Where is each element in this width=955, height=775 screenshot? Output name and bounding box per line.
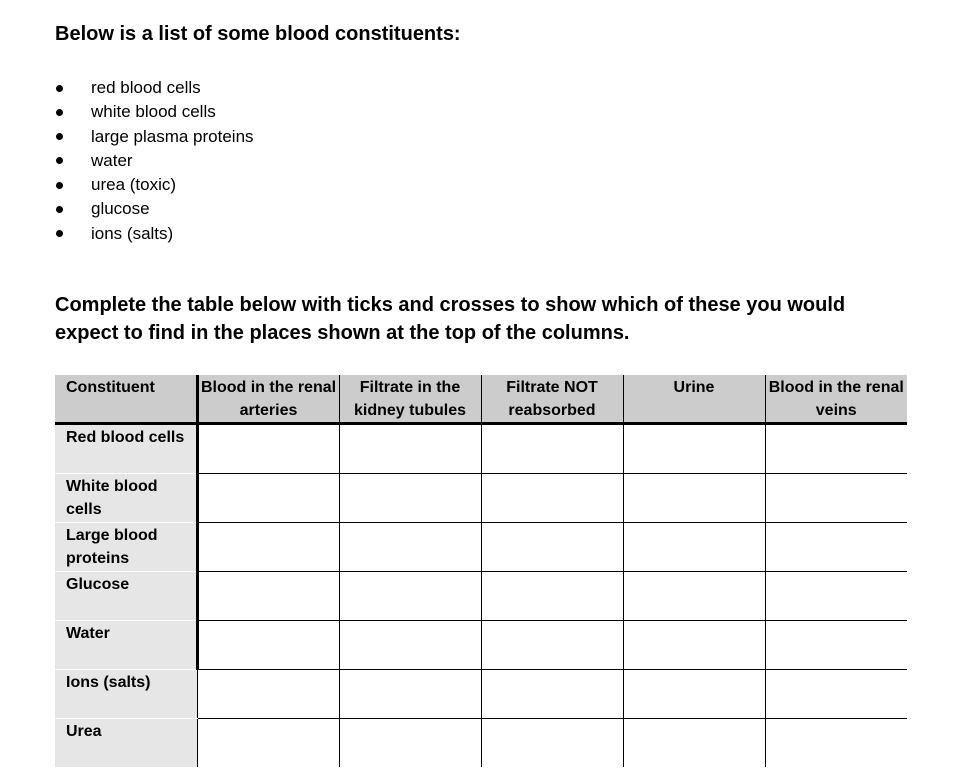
list-item-text: large plasma proteins xyxy=(91,126,254,146)
list-heading: Below is a list of some blood constituents: xyxy=(55,23,461,45)
bullet-icon xyxy=(56,206,63,213)
list-item xyxy=(55,222,254,246)
answer-cell[interactable] xyxy=(623,670,765,719)
header-urine: Urine xyxy=(623,375,765,424)
row-label: Red blood cells xyxy=(55,424,197,474)
bullet-icon xyxy=(56,109,63,116)
list-item xyxy=(55,197,254,221)
answer-cell[interactable] xyxy=(765,719,907,768)
answer-cell[interactable] xyxy=(623,719,765,768)
answer-cell[interactable] xyxy=(481,572,623,621)
answer-cell[interactable] xyxy=(481,621,623,670)
list-item-text: white blood cells xyxy=(91,102,216,122)
answer-cell[interactable] xyxy=(197,621,339,670)
answer-cell[interactable] xyxy=(765,670,907,719)
header-filtrate-not-reabsorbed: Filtrate NOT reabsorbed xyxy=(481,375,623,424)
constituents-table xyxy=(55,375,907,767)
answer-cell[interactable] xyxy=(339,670,481,719)
bullet-icon xyxy=(56,230,63,237)
table-row xyxy=(55,572,907,621)
bullet-icon xyxy=(56,133,63,140)
answer-cell[interactable] xyxy=(623,572,765,621)
table-row xyxy=(55,621,907,670)
list-item-text: glucose xyxy=(91,199,150,219)
row-label: Ions (salts) xyxy=(55,670,197,719)
answer-cell[interactable] xyxy=(197,572,339,621)
bullet-icon xyxy=(56,182,63,189)
answer-cell[interactable] xyxy=(197,424,339,474)
header-renal-arteries: Blood in the renal arteries xyxy=(197,375,339,424)
answer-cell[interactable] xyxy=(765,572,907,621)
answer-cell[interactable] xyxy=(481,523,623,572)
list-item xyxy=(55,149,254,173)
instructions-heading: Complete the table below with ticks and crosses to show which of these you would expect to find in the places shown at the top of the columns. xyxy=(55,294,846,344)
bullet-icon xyxy=(56,157,63,164)
answer-cell[interactable] xyxy=(339,719,481,768)
answer-cell[interactable] xyxy=(339,523,481,572)
row-label: Water xyxy=(55,621,197,670)
answer-cell[interactable] xyxy=(481,719,623,768)
table-row xyxy=(55,523,907,572)
answer-cell[interactable] xyxy=(623,523,765,572)
answer-cell[interactable] xyxy=(623,424,765,474)
row-label: White blood cells xyxy=(55,474,197,523)
answer-cell[interactable] xyxy=(481,474,623,523)
header-constituent: Constituent xyxy=(55,375,197,424)
answer-cell[interactable] xyxy=(339,572,481,621)
answer-cell[interactable] xyxy=(197,474,339,523)
answer-cell[interactable] xyxy=(339,474,481,523)
answer-cell[interactable] xyxy=(339,621,481,670)
table-header-row xyxy=(55,375,907,424)
answer-cell[interactable] xyxy=(197,670,339,719)
list-item-text: red blood cells xyxy=(91,78,201,97)
list-item xyxy=(55,76,254,100)
row-label: Glucose xyxy=(55,572,197,621)
answer-cell[interactable] xyxy=(339,424,481,474)
answer-cell[interactable] xyxy=(765,523,907,572)
answer-cell[interactable] xyxy=(197,523,339,572)
answer-cell[interactable] xyxy=(623,621,765,670)
answer-cell[interactable] xyxy=(481,424,623,474)
answer-cell[interactable] xyxy=(481,670,623,719)
answer-cell[interactable] xyxy=(765,424,907,474)
list-item xyxy=(55,125,254,149)
table-row xyxy=(55,424,907,474)
answer-cell[interactable] xyxy=(765,621,907,670)
list-item-text: ions (salts) xyxy=(91,223,174,243)
list-item xyxy=(55,173,254,197)
answer-cell[interactable] xyxy=(197,719,339,768)
table-row xyxy=(55,719,907,768)
row-label: Large blood proteins xyxy=(55,523,197,572)
list-item-text: water xyxy=(91,150,133,170)
header-renal-veins: Blood in the renal veins xyxy=(765,375,907,424)
header-kidney-tubules: Filtrate in the kidney tubules xyxy=(339,375,481,424)
bullet-icon xyxy=(56,85,63,92)
table-row xyxy=(55,474,907,523)
answer-cell[interactable] xyxy=(765,474,907,523)
table-row xyxy=(55,670,907,719)
constituent-list xyxy=(55,76,254,246)
row-label: Urea xyxy=(55,719,197,768)
list-item-text: urea (toxic) xyxy=(91,175,177,195)
answer-cell[interactable] xyxy=(623,474,765,523)
list-item xyxy=(55,100,254,124)
